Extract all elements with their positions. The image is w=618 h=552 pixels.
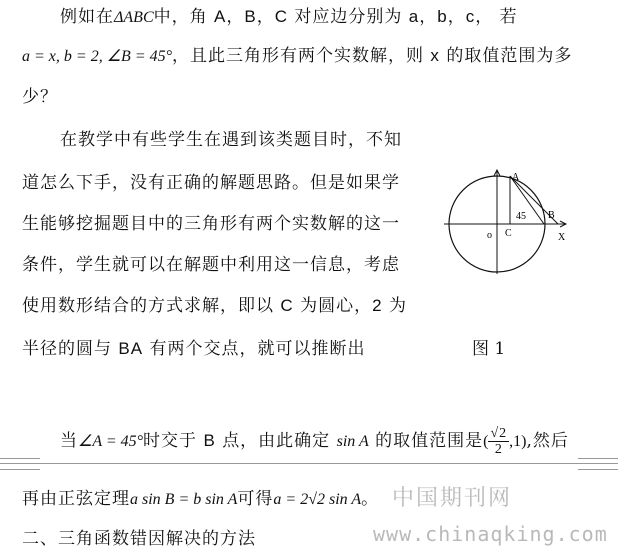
text: 有两个交点，就可以推断出 [149, 339, 366, 359]
paragraph2-line3 [22, 209, 400, 234]
watermark-url: www.chinaqking.com [373, 522, 608, 546]
side-names: a，b，c， [408, 7, 494, 26]
text: 的取值范围为多 [446, 46, 573, 66]
text: 再由正弦定理 [22, 489, 130, 509]
segment-ba: BA [118, 339, 144, 358]
text: ，且此三角形有两个实数解，则 [172, 46, 425, 66]
text: 。 [361, 489, 380, 509]
label-a: A [512, 172, 520, 183]
paragraph2-line2 [22, 168, 400, 193]
triangle-symbol: ΔABC [114, 9, 154, 26]
watermark-site-name: 中国期刊网 [392, 486, 513, 511]
paragraph2-line5 [22, 291, 407, 316]
text: 中，角 [153, 7, 208, 27]
page-divider [0, 463, 618, 464]
interval-close: ,1) [509, 433, 527, 450]
given-values: a = x, b = 2, ∠B = 45° [22, 48, 173, 65]
text: 点，由此确定 [222, 431, 331, 451]
text: 的取值范围是 [375, 431, 484, 451]
paragraph1-line3 [22, 82, 58, 107]
paragraph2-line1 [60, 125, 402, 150]
paragraph3-line [60, 425, 569, 458]
variable-x: x [430, 46, 440, 65]
paragraph1-line2 [22, 41, 572, 66]
text: 为 [388, 296, 407, 316]
text: ,然后 [526, 431, 569, 451]
page-divider-right-cap [578, 458, 618, 470]
text: 对应边分别为 [294, 7, 403, 27]
radius-value: 2 [372, 296, 383, 315]
text: 使用数形结合的方式求解，即以 [22, 296, 274, 316]
fraction-denominator: 2 [494, 442, 503, 457]
text: 半径的圆与 [22, 339, 112, 359]
angle-names: A，B，C [214, 7, 288, 26]
sin-a: sin A [336, 433, 369, 450]
label-x: X [558, 232, 566, 243]
label-o: o [487, 230, 492, 241]
fraction-numerator: √2 [490, 426, 508, 441]
angle-label: 45 [516, 211, 526, 222]
point-b: B [203, 431, 216, 450]
text: 若 [499, 7, 518, 27]
text: 时交于 [143, 431, 198, 451]
law-of-sines: a sin B = b sin A [130, 491, 238, 508]
figure-caption: 图 1 [472, 339, 506, 359]
text: 可得 [237, 489, 274, 509]
paragraph2-line6 [22, 334, 366, 359]
page-divider-left-cap [0, 458, 40, 470]
fraction-sqrt2-over-2 [488, 426, 509, 457]
result-formula: a = 2√2 sin A [273, 491, 362, 508]
text: 少？ [22, 87, 58, 107]
text: 当 [60, 431, 78, 451]
text: 生能够挖掘题目中的三角形有两个实数解的这一 [22, 214, 400, 234]
interval-open: ( [483, 433, 489, 450]
label-c: C [505, 228, 512, 239]
center-point: C [280, 296, 294, 315]
label-b: B [548, 210, 555, 221]
paragraph1-line1 [60, 2, 518, 27]
text: 道怎么下手，没有正确的解题思路。但是如果学 [22, 173, 400, 193]
angle-condition: ∠A = 45° [78, 433, 144, 450]
paragraph4-line [22, 484, 379, 509]
circle-figure [440, 160, 580, 280]
paragraph2-line4 [22, 250, 400, 275]
text: 例如在 [60, 7, 114, 27]
text: 为圆心， [300, 296, 373, 316]
text: 条件，学生就可以在解题中利用这一信息，考虑 [22, 255, 400, 275]
text: 在教学中有些学生在遇到该类题目时，不知 [60, 130, 402, 150]
section-heading: 二、三角函数错因解决的方法 [22, 529, 256, 549]
